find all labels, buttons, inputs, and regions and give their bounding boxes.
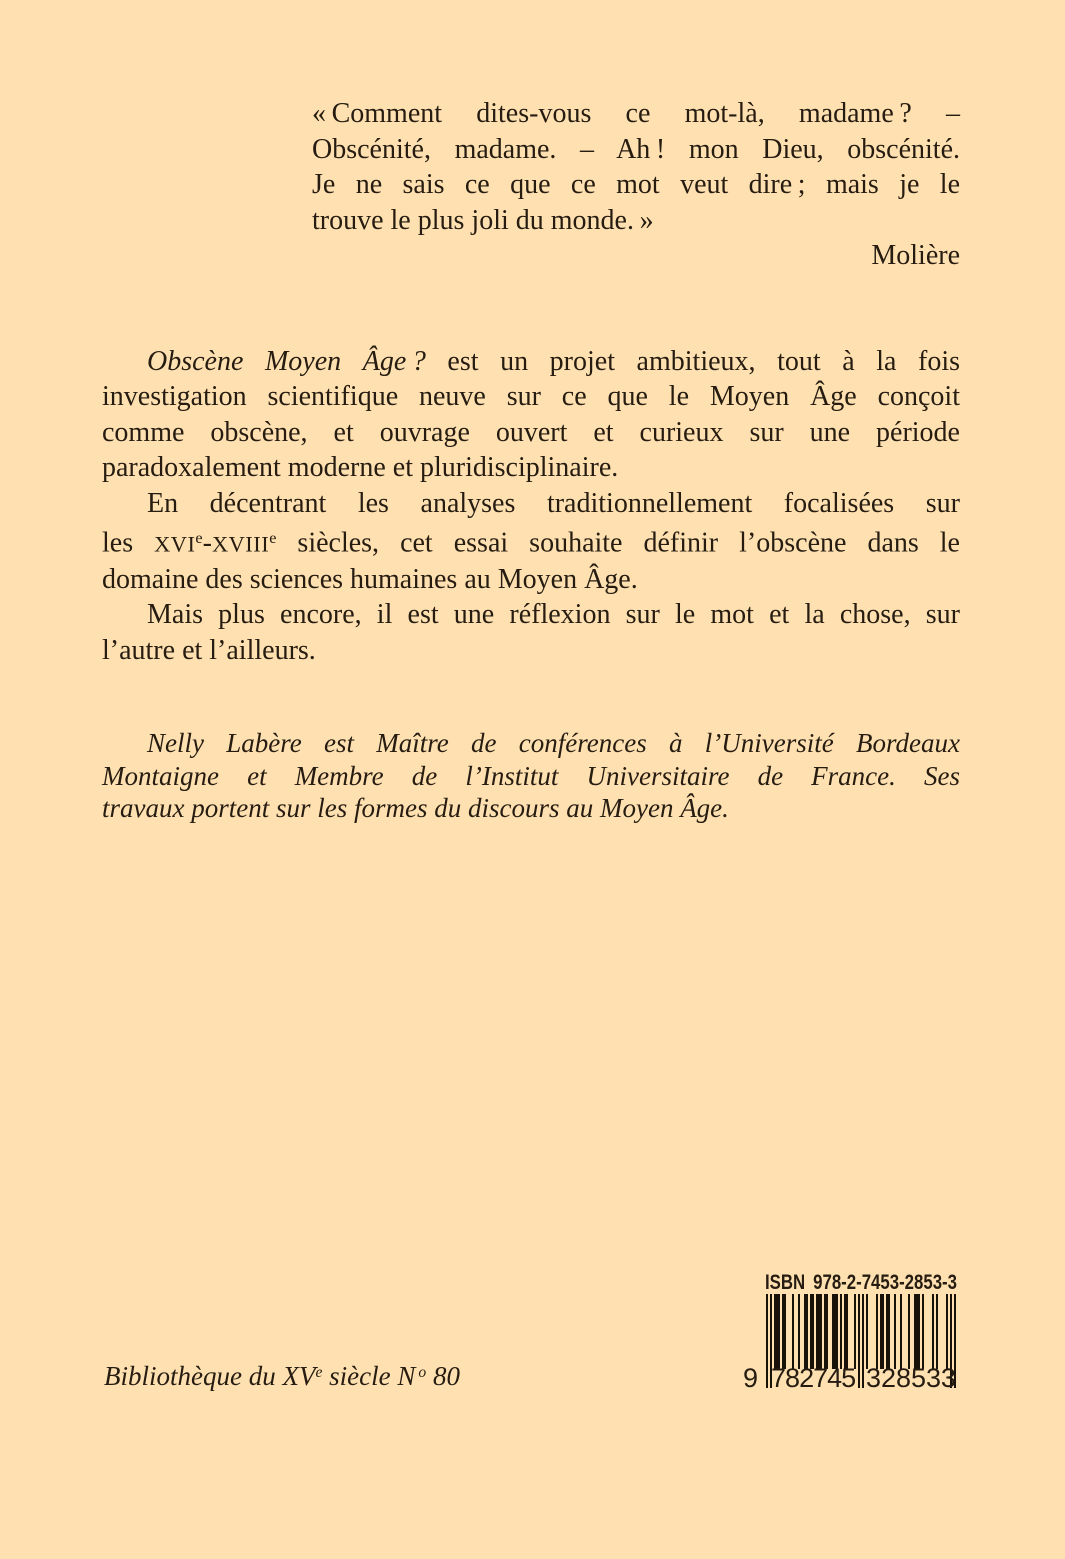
barcode-bar <box>844 1294 848 1369</box>
barcode-bar <box>782 1294 786 1369</box>
barcode-bar <box>832 1294 838 1369</box>
quote-lines <box>312 96 960 238</box>
synopsis-paragraph-2 <box>102 486 960 598</box>
barcode-bar <box>816 1294 822 1369</box>
text-line: domaine des sciences humaines au Moyen Âge. <box>102 563 638 595</box>
quote-attribution: Molière <box>871 240 960 271</box>
barcode-section <box>744 1271 960 1396</box>
text-line: Mais plus encore, il est une réflexion sur le mot et la chose, sur <box>147 599 960 631</box>
barcode-bar <box>932 1294 934 1369</box>
text-line: paradoxalement moderne et pluridisciplinaire. <box>102 452 619 484</box>
text-line: Montaigne et Membre de l’Institut Universitaire de France. Ses <box>102 760 960 791</box>
quote-block <box>312 96 960 274</box>
synopsis-paragraph-3 <box>102 597 960 668</box>
author-bio <box>102 727 960 825</box>
text-line: investigation scientifique neuve sur ce que le Moyen Âge conçoit <box>102 381 960 413</box>
barcode-bar <box>804 1294 808 1369</box>
barcode-bar <box>858 1294 860 1388</box>
text-line: Obscénité, madame. – Ah ! mon Dieu, obscénité. <box>312 133 960 165</box>
barcode-bar <box>810 1294 814 1369</box>
barcode-bar <box>876 1294 878 1369</box>
barcode-bar <box>922 1294 924 1369</box>
barcode-bar <box>774 1294 780 1369</box>
text-line: Nelly Labère est Maître de conférences à l’Université Bordeaux <box>147 728 960 758</box>
barcode-bar <box>946 1294 948 1369</box>
barcode-digits-left: 7 8 2 7 4 5 <box>771 1363 856 1393</box>
barcode-bar <box>862 1294 864 1388</box>
barcode-bar <box>854 1294 856 1369</box>
barcode-bar <box>914 1294 920 1369</box>
text-line: l’autre et l’ailleurs. <box>102 634 316 666</box>
barcode-bar <box>908 1294 910 1369</box>
barcode-bar <box>840 1294 842 1369</box>
series-title: Bibliothèque du XVe siècle N $^o$ 80 <box>104 1361 460 1391</box>
barcode-bar <box>894 1294 896 1369</box>
synopsis <box>102 344 960 668</box>
text-line: Obscène Moyen Âge ? est un projet ambitieux, tout à la fois <box>147 346 960 377</box>
text-line: « Comment dites-vous ce mot-là, madame ? – <box>312 98 960 129</box>
text-line: comme obscène, et ouvrage ouvert et curieux sur une période <box>102 416 960 448</box>
barcode-bar <box>880 1294 884 1369</box>
text-line: les XVIe-XVIIIe siècles, cet essai souhaite définir l’obscène dans le <box>102 527 960 559</box>
text-line: trouve le plus joli du monde. » <box>312 204 654 236</box>
barcode-digits-right: 3 2 8 5 3 3 <box>866 1363 955 1393</box>
barcode-bar <box>900 1294 902 1369</box>
text-line: Je ne sais ce que ce mot veut dire ; mais je le <box>312 169 960 200</box>
barcode-bar <box>886 1294 890 1369</box>
barcode-bar <box>792 1294 794 1369</box>
isbn-number: 978-2-7453-2853-3 <box>813 1271 957 1294</box>
isbn-label: ISBN <box>765 1271 806 1294</box>
barcode-digit-leading: 9 <box>743 1363 759 1393</box>
text-line: travaux portent sur les formes du discours au Moyen Âge. <box>102 793 729 824</box>
text-line: En décentrant les analyses traditionnellement focalisées sur <box>147 487 960 519</box>
barcode-bar <box>798 1294 800 1369</box>
isbn-row <box>765 1271 957 1295</box>
barcode-bar <box>936 1294 938 1369</box>
barcode-bar <box>866 1294 868 1369</box>
barcode-bar <box>824 1294 828 1369</box>
synopsis-paragraph-1 <box>102 344 960 486</box>
barcode-bar <box>766 1294 768 1388</box>
